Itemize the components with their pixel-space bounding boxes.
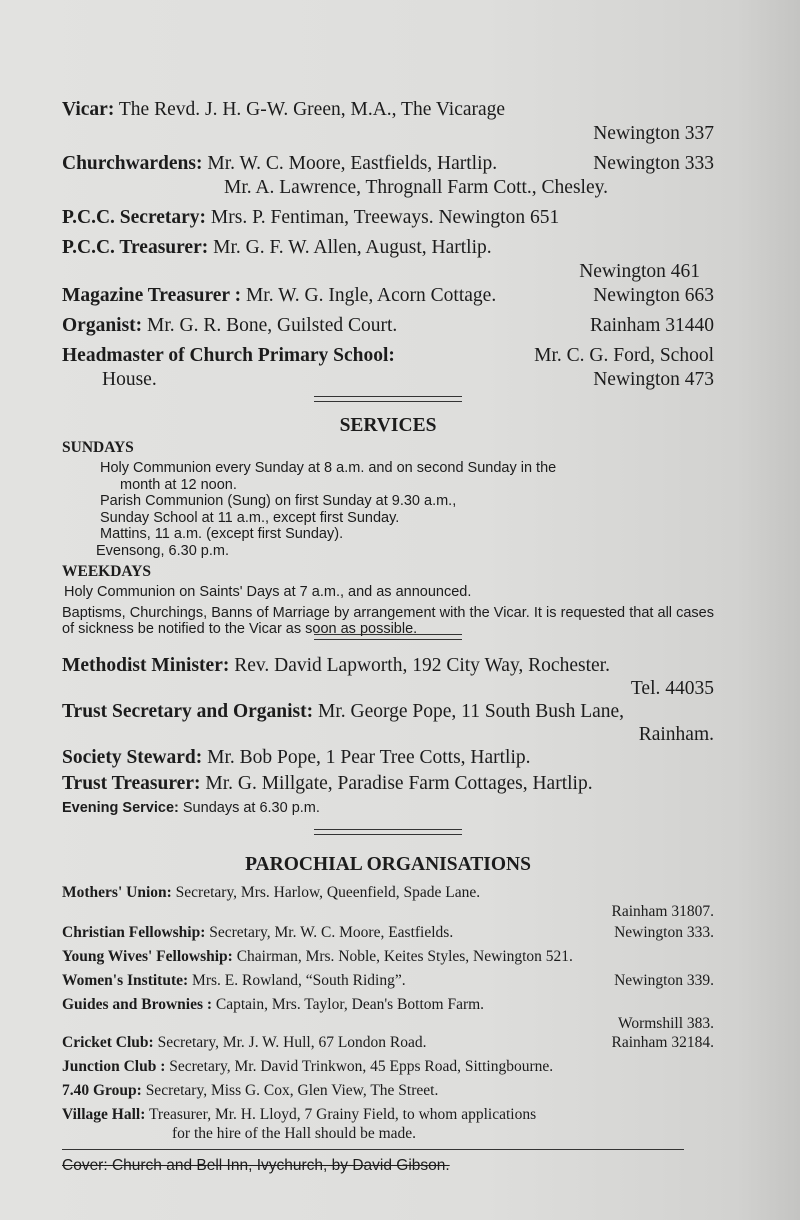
sunday-line: month at 12 noon. [120, 476, 237, 493]
headmaster-entry [62, 344, 714, 368]
org-label: Village Hall: [62, 1105, 146, 1123]
trust-secretary-label: Trust Secretary and Organist: [62, 700, 314, 722]
org-entry [62, 923, 714, 942]
org-text: Captain, Mrs. Taylor, Dean's Bottom Farm. [215, 995, 485, 1013]
vicar-phone: Newington 337 [593, 123, 714, 144]
org-text: Secretary, Miss G. Cox, Glen View, The Street. [145, 1081, 439, 1099]
org-phone: Newington 333. [614, 923, 714, 941]
trust-secretary-text: Mr. George Pope, 11 South Bush Lane, [318, 700, 625, 722]
org-phone: Newington 339. [614, 971, 714, 989]
services-notes: Baptisms, Churchings, Banns of Marriage by arrangement with the Vicar. It is requested that all cases of sickness be notified to the Vicar as soon as possible. [62, 604, 714, 637]
pcc-treasurer-label: P.C.C. Treasurer: [62, 237, 209, 258]
sundays-label: SUNDAYS [62, 439, 134, 456]
org-label: Women's Institute: [62, 971, 189, 989]
headmaster-phone: Newington 473 [593, 369, 714, 390]
org-label: Christian Fellowship: [62, 923, 206, 941]
evening-service-label: Evening Service: [62, 799, 179, 816]
org-label: Guides and Brownies : [62, 995, 213, 1013]
org-label: 7.40 Group: [62, 1081, 142, 1099]
pcc-secretary-text: Mrs. P. Fentiman, Treeways. Newington 651 [210, 207, 560, 228]
trust-secretary-text-2: Rainham. [638, 723, 714, 745]
pcc-treasurer-text: Mr. G. F. W. Allen, August, Hartlip. [213, 237, 492, 258]
magazine-treasurer-text: Mr. W. G. Ingle, Acorn Cottage. [245, 285, 497, 306]
org-label: Young Wives' Fellowship: [62, 947, 233, 965]
pcc-treasurer-entry [62, 236, 714, 260]
org-text: Secretary, Mrs. Harlow, Queenfield, Spade Lane. [175, 883, 481, 901]
magazine-directory [62, 98, 714, 1176]
organist-label: Organist: [62, 315, 143, 336]
org-text: Secretary, Mr. W. C. Moore, Eastfields. [209, 923, 454, 941]
methodist-section [62, 654, 714, 817]
organist-phone: Rainham 31440 [589, 315, 714, 336]
officers-section [62, 98, 714, 392]
magazine-treasurer-label: Magazine Treasurer : [62, 285, 242, 306]
cover-divider [62, 1149, 684, 1150]
org-text: Secretary, Mr. David Trinkwon, 45 Epps Road, Sittingbourne. [169, 1057, 554, 1075]
sunday-line: Sunday School at 11 a.m., except first Sunday. [100, 509, 400, 526]
churchwardens-entry [62, 152, 714, 176]
headmaster-label: Headmaster of Church Primary School: [62, 345, 395, 366]
org-label: Mothers' Union: [62, 883, 172, 901]
methodist-minister-phone: Tel. 44035 [630, 677, 714, 699]
methodist-minister-entry [62, 654, 714, 677]
org-entry [62, 883, 714, 902]
society-steward-text: Mr. Bob Pope, 1 Pear Tree Cotts, Hartlip. [207, 746, 531, 768]
sunday-line: Holy Communion every Sunday at 8 a.m. and on second Sunday in the [100, 460, 557, 476]
pcc-treasurer-phone: Newington 461 [579, 261, 700, 282]
churchwarden-1: Mr. W. C. Moore, Eastfields, Hartlip. [207, 153, 498, 174]
organisations-list [62, 883, 714, 1143]
trust-treasurer-text: Mr. G. Millgate, Paradise Farm Cottages, Hartlip. [205, 772, 593, 794]
evening-service-text: Sundays at 6.30 p.m. [182, 799, 320, 816]
weekdays-label: WEEKDAYS [62, 563, 152, 580]
pcc-secretary-label: P.C.C. Secretary: [62, 207, 207, 228]
weekdays-list [62, 584, 714, 601]
magazine-treasurer-entry [62, 284, 714, 308]
evening-service-entry [62, 799, 714, 817]
org-phone: Wormshill 383. [617, 1014, 714, 1032]
org-entry [62, 1033, 714, 1052]
weekday-line: Holy Communion on Saints' Days at 7 a.m., and as announced. [64, 584, 472, 600]
headmaster-entry-cont [62, 368, 714, 392]
organisations-heading: PAROCHIAL ORGANISATIONS [245, 853, 531, 875]
org-entry [62, 1081, 714, 1100]
org-entry [62, 947, 714, 966]
sunday-line: Evensong, 6.30 p.m. [96, 542, 229, 559]
pcc-secretary-entry [62, 206, 714, 230]
society-steward-label: Society Steward: [62, 746, 203, 768]
services-heading: SERVICES [339, 415, 437, 436]
methodist-minister-label: Methodist Minister: [62, 654, 230, 676]
cover-credit: Cover: Church and Bell Inn, Ivychurch, by David Gibson. [62, 1156, 450, 1174]
trust-treasurer-entry [62, 772, 714, 795]
headmaster-text-2: House. [102, 369, 157, 390]
society-steward-entry [62, 746, 714, 769]
org-text: Secretary, Mr. J. W. Hull, 67 London Road. [157, 1033, 427, 1051]
org-entry [62, 1057, 714, 1076]
org-entry [62, 995, 714, 1014]
org-entry [62, 1105, 714, 1124]
org-phone: Rainham 32184. [611, 1033, 714, 1051]
org-phone: Rainham 31807. [611, 902, 714, 920]
trust-treasurer-label: Trust Treasurer: [62, 772, 201, 794]
vicar-text: The Revd. J. H. G-W. Green, M.A., The Vicarage [118, 99, 506, 120]
methodist-minister-text: Rev. David Lapworth, 192 City Way, Rochester. [234, 654, 610, 676]
sunday-line: Mattins, 11 a.m. (except first Sunday). [100, 526, 344, 542]
org-text: Treasurer, Mr. H. Lloyd, 7 Grainy Field, to whom applications [148, 1105, 537, 1123]
divider [314, 829, 462, 835]
divider [314, 396, 462, 402]
magazine-treasurer-phone: Newington 663 [593, 285, 714, 306]
organist-text: Mr. G. R. Bone, Guilsted Court. [147, 315, 398, 336]
churchwarden-2: Mr. A. Lawrence, Thrognall Farm Cott., Chesley. [224, 177, 608, 198]
sunday-line: Parish Communion (Sung) on first Sunday at 9.30 a.m., [100, 493, 457, 509]
trust-secretary-entry [62, 700, 714, 723]
org-label: Cricket Club: [62, 1033, 154, 1051]
headmaster-text: Mr. C. G. Ford, School [534, 345, 714, 366]
org-text: Mrs. E. Rowland, “South Riding”. [192, 971, 406, 989]
churchwarden-1-phone: Newington 333 [593, 153, 714, 174]
org-text-2: for the hire of the Hall should be made. [172, 1124, 417, 1142]
sundays-list [62, 460, 714, 559]
org-text: Chairman, Mrs. Noble, Keites Styles, Newington 521. [236, 947, 573, 965]
org-label: Junction Club : [62, 1057, 166, 1075]
org-entry [62, 971, 714, 990]
vicar-entry [62, 98, 714, 122]
vicar-label: Vicar: [62, 99, 115, 120]
churchwardens-label: Churchwardens: [62, 153, 203, 174]
organist-entry [62, 314, 714, 338]
